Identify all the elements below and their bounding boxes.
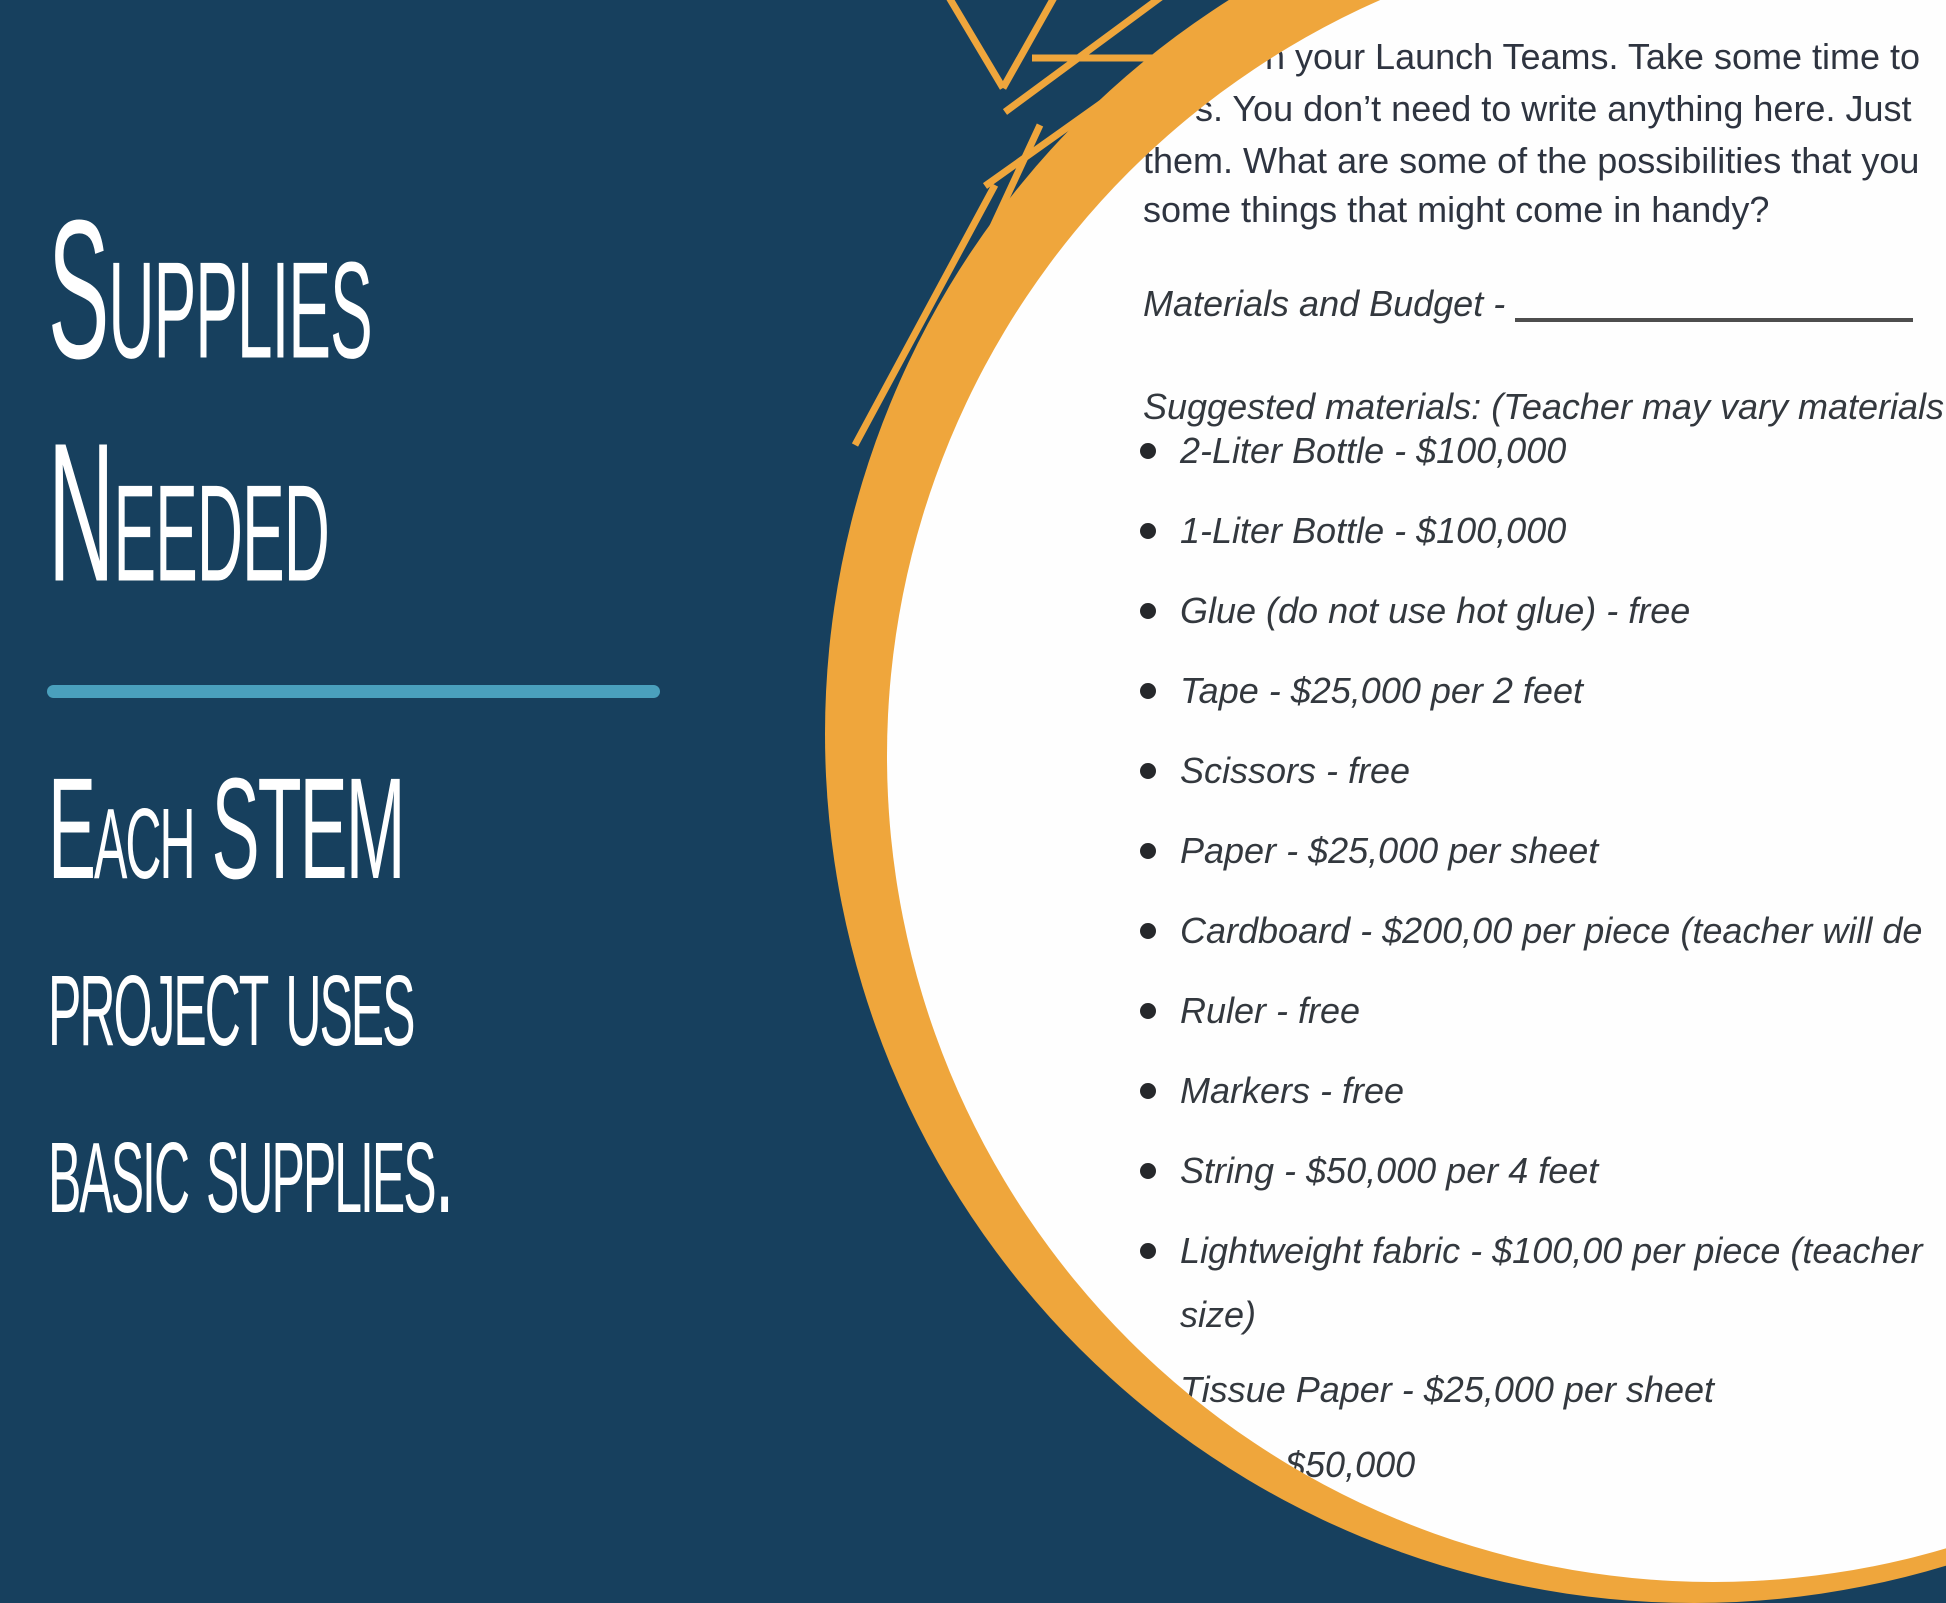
- list-item-text: Ruler - free: [1180, 990, 1361, 1031]
- bullet-icon: [1140, 843, 1156, 859]
- slide-title-line-1: Supplies: [48, 181, 372, 401]
- list-item: [1140, 910, 1922, 952]
- list-item: [1140, 670, 1583, 712]
- list-item-text: Lightweight fabric - $100,00 per piece (teacher: [1180, 1230, 1923, 1271]
- teal-divider-line: [47, 685, 660, 698]
- list-item-text: Tissue Paper - $25,000 per sheet: [1180, 1369, 1715, 1410]
- bullet-icon: [1140, 923, 1156, 939]
- bullet-icon: [1140, 443, 1156, 459]
- bullet-icon: [1140, 603, 1156, 619]
- bullet-icon: [1140, 523, 1156, 539]
- bullet-icon: [1140, 763, 1156, 779]
- list-item-text: Glue (do not use hot glue) - free: [1180, 590, 1691, 631]
- bullet-icon: [1140, 683, 1156, 699]
- paragraph-line-4: some things that might come in handy?: [1143, 189, 1770, 230]
- paragraph-line-2: s. You don’t need to write anything here. Just: [1195, 88, 1912, 129]
- bullet-icon: [1140, 1382, 1156, 1398]
- list-item: [1140, 830, 1598, 872]
- list-item-text: 1-Liter Bottle - $100,000: [1180, 510, 1567, 551]
- slide-subtitle-line-1: Each STEM: [48, 750, 404, 910]
- slide-subtitle-line-3: basic supplies.: [48, 1084, 453, 1244]
- fill-in-blank-line: [1515, 318, 1913, 322]
- list-item-text: Paper - $25,000 per sheet: [1180, 830, 1599, 871]
- list-item-text: 2-Liter Bottle - $100,000: [1180, 430, 1567, 471]
- list-item: [1140, 750, 1410, 792]
- list-item-text: Tape - $25,000 per 2 feet: [1180, 670, 1583, 711]
- slide-subtitle-line-2: project uses: [48, 917, 414, 1077]
- list-item: [1140, 990, 1360, 1032]
- paragraph-line-3: them. What are some of the possibilities that you: [1143, 140, 1920, 181]
- suggested-materials-label: Suggested materials: (Teacher may vary materials: [1143, 386, 1944, 427]
- paragraph-line-1: h your Launch Teams. Take some time to: [1265, 36, 1921, 77]
- materials-budget-label: Materials and Budget -: [1143, 283, 1506, 324]
- worksheet-circle: [887, 0, 1946, 1582]
- bullet-icon: [1140, 1243, 1156, 1259]
- bullet-icon: [1140, 1163, 1156, 1179]
- list-item-text: Cardboard - $200,00 per piece (teacher will de: [1180, 910, 1923, 951]
- slide-title-line-2: Needed: [48, 404, 329, 624]
- list-item: [1140, 1070, 1404, 1112]
- list-item: [1140, 430, 1566, 472]
- list-item-text: Scissors - free: [1180, 750, 1411, 791]
- list-item-text: String - $50,000 per 4 feet: [1180, 1150, 1599, 1191]
- list-item: [1140, 1369, 1714, 1411]
- list-item: [1140, 1150, 1598, 1192]
- bullet-icon: [1140, 1003, 1156, 1019]
- list-item: [1140, 1230, 1922, 1272]
- list-item: [1140, 510, 1566, 552]
- list-item-continuation: size): [1180, 1294, 1257, 1335]
- bullet-icon: [1140, 1083, 1156, 1099]
- partial-price-text: $50,000: [1285, 1444, 1416, 1485]
- list-item-text: Markers - free: [1180, 1070, 1405, 1111]
- list-item: [1140, 590, 1690, 632]
- worksheet-content: [887, 0, 1946, 1582]
